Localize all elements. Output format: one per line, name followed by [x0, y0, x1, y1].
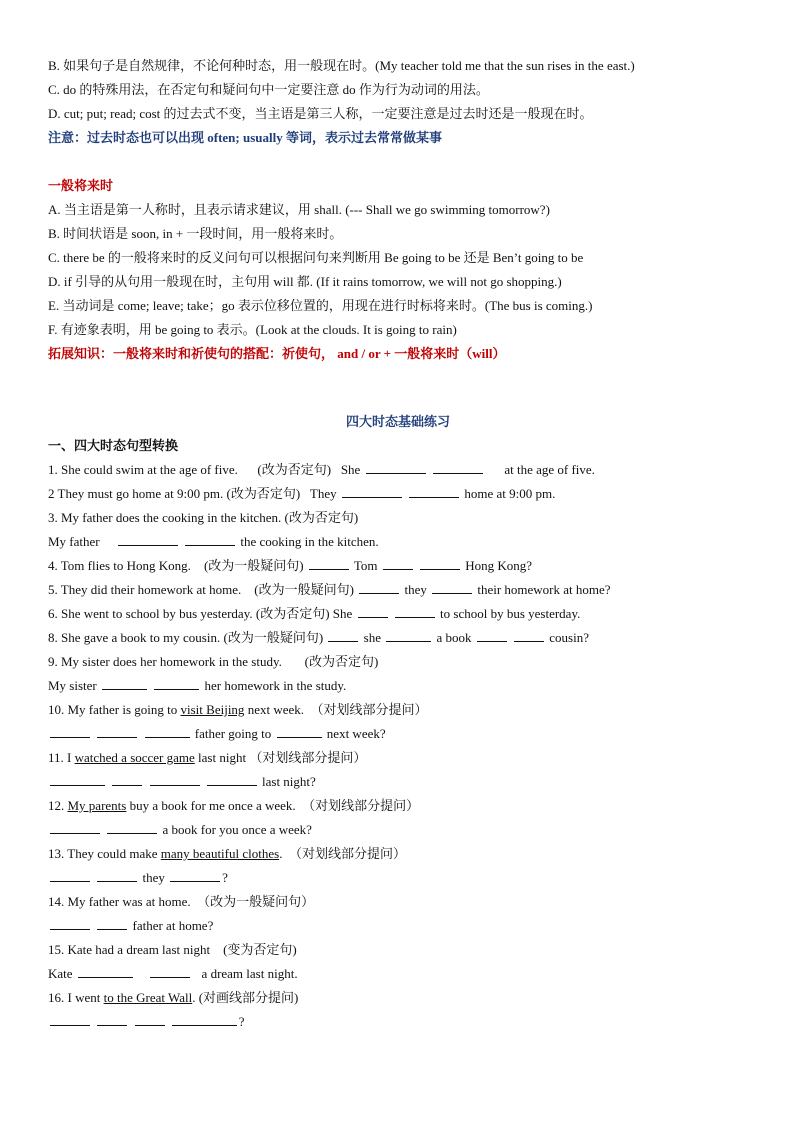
rule-past-d: D. cut; put; read; cost 的过去式不变，当主语是第三人称，一定要注意是过去时还是一般现在时。 — [48, 106, 593, 121]
question-14 — [48, 890, 748, 914]
question-11 — [48, 746, 748, 770]
answer-blank[interactable] — [50, 1011, 90, 1026]
document-page — [48, 54, 748, 1034]
answer-13 — [48, 866, 748, 890]
question-text-end: buy a book for me once a week. — [129, 798, 296, 813]
question-12 — [48, 794, 748, 818]
question-10 — [48, 698, 748, 722]
underlined-part: many beautiful clothes — [160, 846, 280, 861]
answer-14 — [48, 914, 748, 938]
answer-blank[interactable] — [154, 675, 199, 690]
question-instruction: (改为否定句) — [304, 654, 379, 669]
answer-blank[interactable] — [433, 459, 483, 474]
answer-blank[interactable] — [328, 627, 358, 642]
answer-blank[interactable] — [50, 819, 100, 834]
answer-suffix: ? — [222, 870, 228, 885]
question-text: 3. My father does the cooking in the kitchen. — [48, 510, 282, 525]
question-2 — [48, 482, 748, 506]
question-text: 8. She gave a book to my cousin. — [48, 630, 221, 645]
question-text: 1. She could swim at the age of five. — [48, 462, 238, 477]
question-1 — [48, 458, 748, 482]
underlined-part: visit Beijing — [180, 702, 245, 717]
question-instruction: (改为否定句) — [257, 462, 332, 477]
answer-suffix: to school by bus yesterday. — [440, 606, 581, 621]
answer-9 — [48, 674, 748, 698]
answer-blank[interactable] — [395, 603, 435, 618]
question-text: 13. They could make — [48, 846, 158, 861]
answer-blank[interactable] — [145, 723, 190, 738]
answer-prefix: Kate — [48, 966, 73, 981]
answer-word: they — [142, 870, 165, 885]
answer-suffix: their homework at home? — [477, 582, 611, 597]
question-15 — [48, 938, 748, 962]
answer-blank[interactable] — [359, 579, 399, 594]
rule-future-d: D. if 引导的从句用一般现在时，主句用 will 都. (If it rains tomorrow, we will not go shopping.) — [48, 274, 562, 289]
question-instruction: (改为一般疑问句) — [203, 558, 304, 573]
answer-blank[interactable] — [97, 915, 127, 930]
question-text-end: last night — [198, 750, 247, 765]
answer-10 — [48, 722, 748, 746]
answer-prefix: She — [340, 462, 361, 477]
rule-future-b: B. 时间状语是 soon, in + 一段时间，用一般将来时。 — [48, 226, 343, 241]
answer-blank[interactable] — [112, 771, 142, 786]
answer-blank[interactable] — [50, 867, 90, 882]
answer-blank[interactable] — [366, 459, 426, 474]
question-text-end: . — [279, 846, 283, 861]
question-instruction: （改为一般疑问句） — [197, 894, 315, 909]
question-instruction: （对划线部分提问） — [302, 798, 420, 813]
answer-word: father going to — [194, 726, 272, 741]
question-text: 14. My father was at home. — [48, 894, 191, 909]
rule-past-c: C. do 的特殊用法，在否定句和疑问句中一定要注意 do 作为行为动词的用法。 — [48, 82, 489, 97]
answer-blank[interactable] — [150, 771, 200, 786]
question-text: 10. My father is going to — [48, 702, 178, 717]
question-16 — [48, 986, 748, 1010]
answer-15 — [48, 962, 748, 986]
question-instruction: （对划线部分提问） — [249, 750, 367, 765]
answer-blank[interactable] — [342, 483, 402, 498]
rule-future-c: C. there be 的一般将来时的反义问句可以根据问句来判断用 Be going to be 还是 Ben’t going to be — [48, 250, 584, 265]
question-instruction: (改为一般疑问句) — [223, 630, 324, 645]
answer-3 — [48, 530, 748, 554]
answer-blank[interactable] — [386, 627, 431, 642]
answer-suffix: father at home? — [132, 918, 214, 933]
question-instruction: (改为一般疑问句) — [254, 582, 354, 597]
question-8 — [48, 626, 748, 650]
answer-prefix: They — [309, 486, 337, 501]
rule-future-f: F. 有迹象表明，用 be going to 表示。(Look at the clouds. It is going to rain) — [48, 322, 457, 337]
answer-blank[interactable] — [477, 627, 507, 642]
question-instruction: (改为否定句) — [226, 486, 301, 501]
question-4 — [48, 554, 748, 578]
answer-blank[interactable] — [420, 555, 460, 570]
answer-16 — [48, 1010, 748, 1034]
answer-blank[interactable] — [277, 723, 322, 738]
answer-blank[interactable] — [207, 771, 257, 786]
question-text: 2 They must go home at 9:00 pm. — [48, 486, 224, 501]
question-instruction: (改为否定句) — [255, 606, 330, 621]
answer-suffix: at the age of five. — [504, 462, 595, 477]
question-instruction: (改为否定句) — [284, 510, 359, 525]
question-instruction: (变为否定句) — [223, 942, 297, 957]
question-instruction: （对划线部分提问） — [288, 846, 406, 861]
answer-suffix: a book for you once a week? — [162, 822, 312, 837]
answer-suffix: a dream last night. — [201, 966, 298, 981]
answer-blank[interactable] — [150, 963, 190, 978]
answer-prefix: She — [332, 606, 353, 621]
answer-suffix: cousin? — [549, 630, 589, 645]
answer-blank[interactable] — [97, 867, 137, 882]
underlined-part: to the Great Wall — [103, 990, 193, 1005]
question-text: 11. I — [48, 750, 72, 765]
answer-prefix: My sister — [48, 678, 97, 693]
answer-word: Tom — [353, 558, 378, 573]
question-text-end: . — [192, 990, 196, 1005]
question-instruction: (对画线部分提问) — [198, 990, 299, 1005]
answer-suffix: home at 9:00 pm. — [464, 486, 556, 501]
answer-suffix: next week? — [326, 726, 386, 741]
answer-blank[interactable] — [97, 723, 137, 738]
answer-blank[interactable] — [185, 531, 235, 546]
question-instruction: （对划线部分提问） — [310, 702, 428, 717]
answer-blank[interactable] — [383, 555, 413, 570]
question-6 — [48, 602, 748, 626]
answer-blank[interactable] — [50, 771, 105, 786]
rule-past-b: B. 如果句子是自然规律，不论何种时态，用一般现在时。(My teacher told me that the sun rises in the east.) — [48, 58, 635, 73]
section-heading: 一、四大时态句型转换 — [48, 438, 179, 453]
question-3 — [48, 506, 748, 530]
answer-blank[interactable] — [78, 963, 133, 978]
answer-word: she — [363, 630, 381, 645]
answer-blank[interactable] — [170, 867, 220, 882]
future-extension: 拓展知识：一般将来时和祈使句的搭配：祈使句， and / or + 一般将来时（will） — [48, 346, 506, 361]
answer-suffix: Hong Kong? — [465, 558, 533, 573]
question-text: 15. Kate had a dream last night — [48, 942, 211, 957]
answer-blank[interactable] — [514, 627, 544, 642]
question-text: 5. They did their homework at home. — [48, 582, 242, 597]
question-9 — [48, 650, 748, 674]
answer-blank[interactable] — [50, 723, 90, 738]
question-text: 16. I went — [48, 990, 101, 1005]
underlined-part: My parents — [67, 798, 127, 813]
underlined-part: watched a soccer game — [74, 750, 195, 765]
answer-blank[interactable] — [409, 483, 459, 498]
past-note: 注意：过去时态也可以出现 often; usually 等词，表示过去常常做某事 — [48, 130, 442, 145]
answer-blank[interactable] — [118, 531, 178, 546]
answer-word: they — [404, 582, 427, 597]
question-text: 12. — [48, 798, 65, 813]
question-text: 9. My sister does her homework in the study. — [48, 654, 282, 669]
exercise-title: 四大时态基础练习 — [345, 414, 450, 429]
answer-word: a book — [436, 630, 472, 645]
answer-blank[interactable] — [50, 915, 90, 930]
answer-blank[interactable] — [102, 675, 147, 690]
answer-blank[interactable] — [358, 603, 388, 618]
question-text: 4. Tom flies to Hong Kong. — [48, 558, 191, 573]
question-5 — [48, 578, 748, 602]
answer-blank[interactable] — [432, 579, 472, 594]
answer-suffix: last night? — [262, 774, 316, 789]
answer-11 — [48, 770, 748, 794]
answer-12 — [48, 818, 748, 842]
future-heading: 一般将来时 — [48, 178, 114, 193]
answer-blank[interactable] — [172, 1011, 237, 1026]
answer-suffix: the cooking in the kitchen. — [240, 534, 379, 549]
answer-blank[interactable] — [135, 1011, 165, 1026]
rule-future-e: E. 当动词是 come; leave; take；go 表示位移位置的，用现在进行时标将来时。(The bus is coming.) — [48, 298, 593, 313]
question-text: 6. She went to school by bus yesterday. — [48, 606, 253, 621]
answer-suffix: ? — [238, 1014, 245, 1029]
question-text-end: next week. — [247, 702, 304, 717]
answer-prefix: My father — [48, 534, 100, 549]
answer-blank[interactable] — [309, 555, 349, 570]
rule-future-a: A. 当主语是第一人称时，且表示请求建议，用 shall. (--- Shall we go swimming tomorrow?) — [48, 202, 550, 217]
answer-suffix: her homework in the study. — [204, 678, 347, 693]
answer-blank[interactable] — [107, 819, 157, 834]
question-13 — [48, 842, 748, 866]
answer-blank[interactable] — [97, 1011, 127, 1026]
